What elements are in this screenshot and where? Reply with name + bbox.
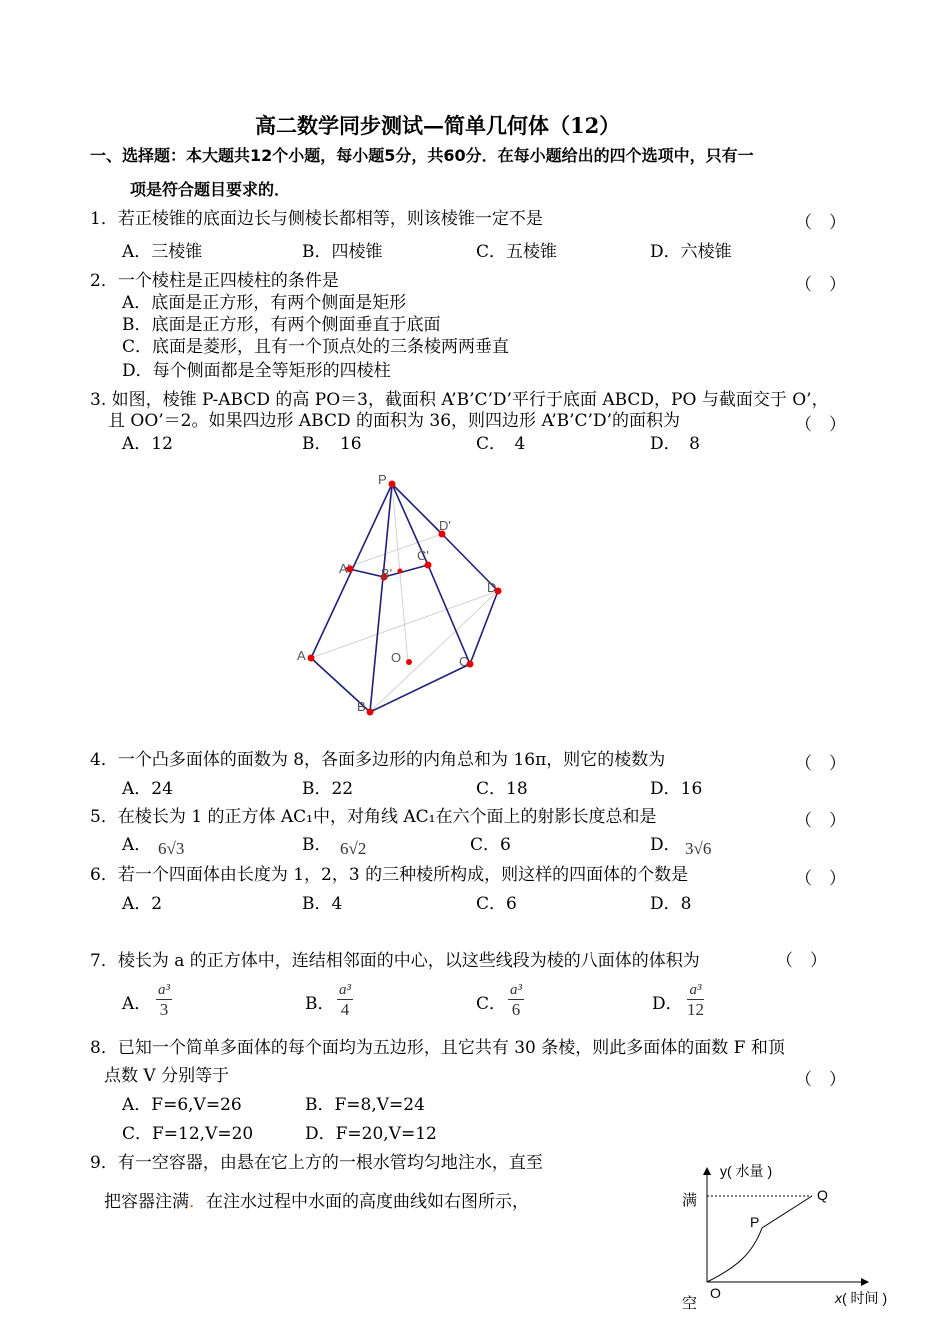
option-d: D．F=20,V=12 <box>305 1124 437 1144</box>
label-b1: B' <box>381 566 393 581</box>
option-a: A．12 <box>122 434 173 454</box>
option-a-label: A． <box>122 835 152 855</box>
option-c-label: C． <box>476 994 507 1014</box>
section-heading-line1: 一、选择题：本大题共12个小题，每小题5分，共60分．在每小题给出的四个选项中，只有一 <box>90 146 754 165</box>
answer-blank: （ ） <box>795 811 846 831</box>
vertex-labels <box>297 472 496 714</box>
stem-period: ． <box>189 1192 206 1212</box>
question-stem-line1: 9．有一空容器，由悬在它上方的一根水管均匀地注水，直至 <box>90 1153 543 1173</box>
option-b: B．4 <box>302 894 343 914</box>
denominator: 12 <box>687 1000 704 1019</box>
option-d-value: 3√6 <box>685 839 712 858</box>
visible-edges <box>311 484 498 712</box>
question-stem: 6．若一个四面体由长度为 1，2，3 的三种棱所构成，则这样的四面体的个数是 <box>90 865 689 885</box>
option-b: B．四棱锥 <box>302 242 383 262</box>
point-o1 <box>398 569 403 574</box>
label-d1: D' <box>439 518 451 533</box>
option-c: C．F=12,V=20 <box>122 1124 254 1144</box>
stem-part: 在注水过程中水面的高度曲线如右图所示， <box>206 1192 529 1212</box>
answer-blank: （ ） <box>795 754 846 774</box>
question-stem: 5．在棱长为 1 的正方体 AC₁中，对角线 AC₁在六个面上的射影长度总和是 <box>90 807 657 827</box>
numerator: a³ <box>339 982 351 998</box>
option-d: D．六棱锥 <box>650 242 732 262</box>
answer-blank: （ ） <box>795 869 846 889</box>
question-stem: 2．一个棱柱是正四棱柱的条件是 <box>90 271 339 291</box>
option-b-label: B． <box>305 994 335 1014</box>
section-heading-line2: 项是符合题目要求的． <box>130 180 291 199</box>
option-c: C．18 <box>476 779 528 799</box>
denominator: 6 <box>511 1000 521 1019</box>
point-a <box>308 655 315 662</box>
option-c: C．底面是菱形，且有一个顶点处的三条棱两两垂直 <box>122 337 510 357</box>
answer-blank: （ ） <box>776 951 827 971</box>
question-stem-line1: 3. 如图，棱锥 P-ABCD 的高 PO＝3，截面积 A’B’C’D’平行于底面 ABCD，PO 与截面交于 O’， <box>90 390 829 410</box>
stem-part: 把容器注满 <box>104 1192 189 1212</box>
answer-blank: （ ） <box>795 415 846 435</box>
answer-blank: （ ） <box>795 213 846 233</box>
option-a: A．F=6,V=26 <box>122 1095 242 1115</box>
option-d: D．16 <box>650 779 703 799</box>
denominator: 3 <box>159 1000 169 1019</box>
label-a1: A' <box>339 561 351 576</box>
label-d: D <box>487 580 497 595</box>
y-axis-label: y( 水量 ) <box>720 1163 773 1179</box>
x-variable: x <box>835 1290 842 1306</box>
point-p <box>389 481 396 488</box>
point-o <box>406 659 412 665</box>
answer-blank: （ ） <box>795 275 846 295</box>
option-d: D．8 <box>650 894 692 914</box>
option-d-label: D． <box>650 835 681 855</box>
label-c1: C' <box>417 548 429 563</box>
denominator: 4 <box>340 1000 350 1019</box>
option-d: D．每个侧面都是全等矩形的四棱柱 <box>122 361 391 381</box>
option-b: B．F=8,V=24 <box>305 1095 425 1115</box>
option-a: A．24 <box>122 779 173 799</box>
option-a: A．2 <box>122 894 163 914</box>
label-a: A <box>297 648 306 663</box>
option-b: B．底面是正方形，有两个侧面垂直于底面 <box>122 315 441 335</box>
numerator: a³ <box>510 982 522 998</box>
level-curve <box>707 1196 812 1282</box>
x-axis-label <box>834 1290 887 1306</box>
question-stem-line2: 且 OO’＝2。如果四边形 ABCD 的面积为 36，则四边形 A’B’C’D’的面积为 <box>108 411 680 431</box>
option-d-label: D． <box>652 994 683 1014</box>
option-b-fraction <box>337 982 353 1020</box>
option-b: B． 16 <box>302 434 362 454</box>
option-c: C．6 <box>470 835 511 855</box>
option-c: C．6 <box>476 894 517 914</box>
answer-blank: （ ） <box>795 1070 846 1090</box>
numerator: a³ <box>158 982 170 998</box>
question-stem: 4．一个凸多面体的面数为 8，各面多边形的内角总和为 16π，则它的棱数为 <box>90 750 666 770</box>
numerator: a³ <box>687 982 704 1000</box>
empty-label: 空 <box>682 1295 698 1312</box>
option-a-fraction <box>156 982 172 1020</box>
option-a: A．三棱锥 <box>122 242 203 262</box>
water-level-graph <box>670 1150 910 1330</box>
point-b <box>367 709 374 716</box>
pyramid-figure <box>290 465 520 725</box>
label-o: O <box>391 650 402 665</box>
label-p: P <box>378 472 387 487</box>
full-label: 满 <box>682 1192 698 1209</box>
option-b-label: B． <box>302 835 332 855</box>
origin-label: O <box>710 1285 721 1301</box>
question-stem: 1．若正棱锥的底面边长与侧棱长都相等，则该棱锥一定不是 <box>90 209 543 229</box>
option-c-fraction <box>508 982 524 1020</box>
option-c: C．五棱锥 <box>476 242 558 262</box>
label-c: C <box>459 654 469 669</box>
point-q-label: Q <box>817 1187 828 1203</box>
x-unit: ( 时间 ) <box>842 1290 888 1306</box>
option-b: B．22 <box>302 779 354 799</box>
point-p-label: P <box>750 1214 760 1230</box>
label-b: B <box>357 699 366 714</box>
question-stem-line1: 8．已知一个简单多面体的每个面均为五边形，且它共有 30 条棱，则此多面体的面数 F 和顶 <box>90 1038 785 1058</box>
question-stem: 7．棱长为 a 的正方体中，连结相邻面的中心，以这些线段为棱的八面体的体积为 <box>90 951 700 971</box>
question-stem-line2: 点数 V 分别等于 <box>104 1066 230 1086</box>
vertex-points <box>308 481 502 716</box>
option-d: D． 8 <box>650 434 700 454</box>
option-a-label: A． <box>122 994 152 1014</box>
option-a-value: 6√3 <box>158 839 185 858</box>
option-c: C． 4 <box>476 434 526 454</box>
question-stem-line2 <box>104 1191 529 1213</box>
page-title: 高二数学同步测试—简单几何体（12） <box>255 113 621 138</box>
option-a: A．底面是正方形，有两个侧面是矩形 <box>122 293 407 313</box>
option-d-fraction <box>687 982 704 1020</box>
option-b-value: 6√2 <box>340 839 367 858</box>
